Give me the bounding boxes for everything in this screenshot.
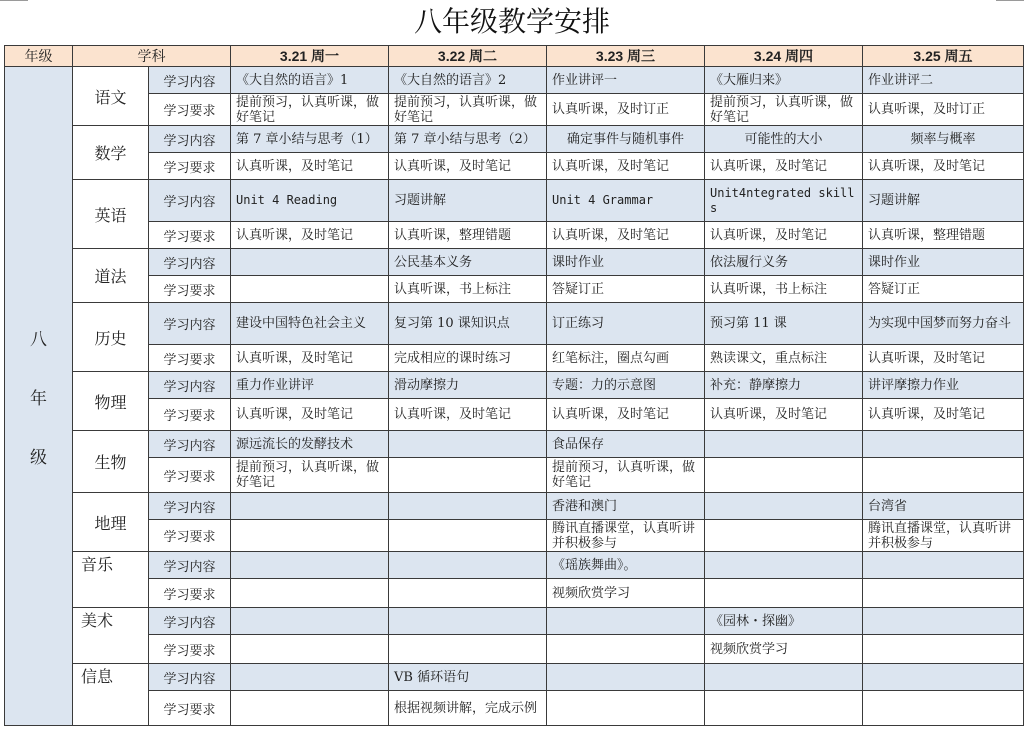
- cell-lishi-requirement-day1: 认真听课，及时笔记: [231, 345, 389, 372]
- cell-wuli-content-day5: 讲评摩擦力作业: [863, 372, 1024, 399]
- row-yinyue-requirement: [5, 579, 1024, 608]
- cell-xinxi-requirement-day1: [231, 691, 389, 726]
- row-shuxue-content: [5, 126, 1024, 153]
- cell-dili-content-day4: [705, 493, 863, 520]
- row-label-requirement: 学习要求: [149, 635, 231, 664]
- cell-yinyue-content-day3: 《瑶族舞曲》。: [547, 552, 705, 579]
- row-label-requirement: 学习要求: [149, 579, 231, 608]
- row-label-requirement: 学习要求: [149, 691, 231, 726]
- cell-lishi-content-day3: 订正练习: [547, 303, 705, 345]
- grade-cell: [5, 67, 73, 726]
- cell-yuwen-content-day1: 《大自然的语言》1: [231, 67, 389, 94]
- cell-meishu-content-day4: 《园林・探幽》: [705, 608, 863, 635]
- cell-xinxi-requirement-day5: [863, 691, 1024, 726]
- row-yinyue-content: [5, 552, 1024, 579]
- page-title: 八年级教学安排: [413, 5, 610, 38]
- subject-name-yinyue: 音乐: [73, 552, 149, 608]
- cell-yinyue-requirement-day3: 视频欣赏学习: [547, 579, 705, 608]
- cell-xinxi-requirement-day2: 根据视频讲解，完成示例: [389, 691, 547, 726]
- cell-shengwu-content-day3: 食品保存: [547, 431, 705, 458]
- subject-name-yuwen: 语文: [73, 67, 149, 126]
- cell-lishi-content-day4: 预习第 11 课: [705, 303, 863, 345]
- cell-dili-content-day5: 台湾省: [863, 493, 1024, 520]
- cell-wuli-content-day2: 滑动摩擦力: [389, 372, 547, 399]
- cell-yingyu-content-day4: Unit4ntegrated skills: [705, 180, 863, 222]
- row-meishu-content: [5, 608, 1024, 635]
- cell-yinyue-content-day4: [705, 552, 863, 579]
- row-shengwu-requirement: [5, 458, 1024, 493]
- subject-name-meishu: 美术: [73, 608, 149, 664]
- header-day-tue: 3.22 周二: [389, 46, 547, 67]
- subject-name-wuli: 物理: [73, 372, 149, 431]
- cell-shengwu-content-day1: 源远流长的发酵技术: [231, 431, 389, 458]
- cell-yinyue-requirement-day5: [863, 579, 1024, 608]
- cell-meishu-content-day3: [547, 608, 705, 635]
- cell-yinyue-requirement-day1: [231, 579, 389, 608]
- cell-yingyu-requirement-day5: 认真听课，整理错题: [863, 222, 1024, 249]
- cell-yinyue-content-day2: [389, 552, 547, 579]
- cell-wuli-requirement-day1: 认真听课，及时笔记: [231, 399, 389, 431]
- cell-daofa-content-day2: 公民基本义务: [389, 249, 547, 276]
- row-shuxue-requirement: [5, 153, 1024, 180]
- cell-shuxue-content-day5: 频率与概率: [863, 126, 1024, 153]
- cell-yinyue-content-day1: [231, 552, 389, 579]
- row-lishi-requirement: [5, 345, 1024, 372]
- cell-shengwu-content-day5: [863, 431, 1024, 458]
- row-daofa-requirement: [5, 276, 1024, 303]
- cell-meishu-content-day5: [863, 608, 1024, 635]
- cell-wuli-requirement-day4: 认真听课，及时笔记: [705, 399, 863, 431]
- cell-dili-requirement-day4: [705, 520, 863, 552]
- cell-yuwen-content-day5: 作业讲评二: [863, 67, 1024, 94]
- row-yingyu-content: [5, 180, 1024, 222]
- cell-wuli-content-day3: 专题：力的示意图: [547, 372, 705, 399]
- subject-name-shuxue: 数学: [73, 126, 149, 180]
- cell-lishi-requirement-day3: 红笔标注，圈点勾画: [547, 345, 705, 372]
- cell-yingyu-requirement-day4: 认真听课，及时笔记: [705, 222, 863, 249]
- grade-char: 级: [30, 447, 47, 468]
- cell-xinxi-content-day1: [231, 664, 389, 691]
- row-label-content: 学习内容: [149, 67, 231, 94]
- row-wuli-content: [5, 372, 1024, 399]
- cell-shuxue-requirement-day5: 认真听课，及时笔记: [863, 153, 1024, 180]
- cell-meishu-requirement-day5: [863, 635, 1024, 664]
- grade-char: 八: [30, 329, 47, 350]
- row-label-content: 学习内容: [149, 552, 231, 579]
- row-label-requirement: 学习要求: [149, 345, 231, 372]
- cell-wuli-requirement-day3: 认真听课，及时笔记: [547, 399, 705, 431]
- cell-wuli-requirement-day2: 认真听课，及时笔记: [389, 399, 547, 431]
- cell-lishi-content-day1: 建设中国特色社会主义: [231, 303, 389, 345]
- cell-dili-content-day2: [389, 493, 547, 520]
- cell-lishi-requirement-day2: 完成相应的课时练习: [389, 345, 547, 372]
- cell-dili-content-day1: [231, 493, 389, 520]
- cell-shuxue-requirement-day1: 认真听课，及时笔记: [231, 153, 389, 180]
- row-label-content: 学习内容: [149, 249, 231, 276]
- subject-name-xinxi: 信息: [73, 664, 149, 726]
- cell-yuwen-requirement-day1: 提前预习，认真听课，做好笔记: [231, 94, 389, 126]
- cell-xinxi-content-day4: [705, 664, 863, 691]
- cell-meishu-requirement-day3: [547, 635, 705, 664]
- cell-lishi-content-day5: 为实现中国梦而努力奋斗: [863, 303, 1024, 345]
- subject-name-lishi: 历史: [73, 303, 149, 372]
- cell-wuli-content-day4: 补充：静摩擦力: [705, 372, 863, 399]
- cell-yuwen-requirement-day4: 提前预习，认真听课，做好笔记: [705, 94, 863, 126]
- header-day-thu: 3.24 周四: [705, 46, 863, 67]
- cell-yingyu-content-day5: 习题讲解: [863, 180, 1024, 222]
- cell-yuwen-content-day4: 《大雁归来》: [705, 67, 863, 94]
- cell-daofa-requirement-day3: 答疑订正: [547, 276, 705, 303]
- grade-char: 年: [30, 388, 47, 409]
- cell-yuwen-requirement-day2: 提前预习，认真听课，做好笔记: [389, 94, 547, 126]
- row-yuwen-requirement: [5, 94, 1024, 126]
- row-meishu-requirement: [5, 635, 1024, 664]
- cell-shengwu-requirement-day1: 提前预习，认真听课，做好笔记: [231, 458, 389, 493]
- cell-lishi-requirement-day4: 熟读课文，重点标注: [705, 345, 863, 372]
- row-label-requirement: 学习要求: [149, 520, 231, 552]
- cell-daofa-content-day3: 课时作业: [547, 249, 705, 276]
- cell-meishu-content-day1: [231, 608, 389, 635]
- row-xinxi-content: [5, 664, 1024, 691]
- cell-wuli-content-day1: 重力作业讲评: [231, 372, 389, 399]
- row-daofa-content: [5, 249, 1024, 276]
- row-dili-requirement: [5, 520, 1024, 552]
- cell-yingyu-content-day1: Unit 4 Reading: [231, 180, 389, 222]
- row-label-content: 学习内容: [149, 431, 231, 458]
- schedule-table: [4, 45, 1024, 726]
- header-day-wed: 3.23 周三: [547, 46, 705, 67]
- row-label-requirement: 学习要求: [149, 153, 231, 180]
- cell-dili-requirement-day3: 腾讯直播课堂，认真听讲并积极参与: [547, 520, 705, 552]
- corner-mark-left: [0, 0, 28, 1]
- cell-shuxue-requirement-day4: 认真听课，及时笔记: [705, 153, 863, 180]
- cell-yinyue-content-day5: [863, 552, 1024, 579]
- cell-daofa-content-day5: 课时作业: [863, 249, 1024, 276]
- subject-name-dili: 地理: [73, 493, 149, 552]
- row-label-content: 学习内容: [149, 303, 231, 345]
- cell-daofa-requirement-day4: 认真听课，书上标注: [705, 276, 863, 303]
- cell-yingyu-requirement-day3: 认真听课，及时笔记: [547, 222, 705, 249]
- cell-meishu-content-day2: [389, 608, 547, 635]
- row-shengwu-content: [5, 431, 1024, 458]
- cell-daofa-requirement-day1: [231, 276, 389, 303]
- cell-yingyu-requirement-day2: 认真听课，整理错题: [389, 222, 547, 249]
- cell-yuwen-requirement-day5: 认真听课，及时订正: [863, 94, 1024, 126]
- cell-lishi-content-day2: 复习第 10 课知识点: [389, 303, 547, 345]
- cell-wuli-requirement-day5: 认真听课，及时笔记: [863, 399, 1024, 431]
- cell-yingyu-content-day3: Unit 4 Grammar: [547, 180, 705, 222]
- cell-daofa-content-day4: 依法履行义务: [705, 249, 863, 276]
- row-label-content: 学习内容: [149, 126, 231, 153]
- cell-shuxue-content-day3: 确定事件与随机事件: [547, 126, 705, 153]
- cell-shengwu-requirement-day2: [389, 458, 547, 493]
- row-label-requirement: 学习要求: [149, 399, 231, 431]
- row-label-content: 学习内容: [149, 180, 231, 222]
- cell-xinxi-content-day2: VB 循环语句: [389, 664, 547, 691]
- cell-dili-requirement-day1: [231, 520, 389, 552]
- cell-lishi-requirement-day5: 认真听课，及时笔记: [863, 345, 1024, 372]
- cell-shengwu-requirement-day3: 提前预习，认真听课，做好笔记: [547, 458, 705, 493]
- schedule-body: [5, 67, 1024, 726]
- cell-shengwu-content-day4: [705, 431, 863, 458]
- cell-yuwen-requirement-day3: 认真听课，及时订正: [547, 94, 705, 126]
- row-label-content: 学习内容: [149, 372, 231, 399]
- cell-shengwu-content-day2: [389, 431, 547, 458]
- cell-daofa-content-day1: [231, 249, 389, 276]
- row-xinxi-requirement: [5, 691, 1024, 726]
- cell-yingyu-requirement-day1: 认真听课，及时笔记: [231, 222, 389, 249]
- cell-dili-content-day3: 香港和澳门: [547, 493, 705, 520]
- subject-name-yingyu: 英语: [73, 180, 149, 249]
- header-row: [5, 46, 1024, 67]
- subject-name-daofa: 道法: [73, 249, 149, 303]
- row-label-requirement: 学习要求: [149, 276, 231, 303]
- cell-yinyue-requirement-day2: [389, 579, 547, 608]
- cell-yingyu-content-day2: 习题讲解: [389, 180, 547, 222]
- row-yingyu-requirement: [5, 222, 1024, 249]
- row-dili-content: [5, 493, 1024, 520]
- cell-shuxue-content-day2: 第 7 章小结与思考（2）: [389, 126, 547, 153]
- row-wuli-requirement: [5, 399, 1024, 431]
- cell-daofa-requirement-day2: 认真听课，书上标注: [389, 276, 547, 303]
- header-grade: 年级: [5, 46, 73, 67]
- header-day-fri: 3.25 周五: [863, 46, 1024, 67]
- row-label-requirement: 学习要求: [149, 222, 231, 249]
- row-label-content: 学习内容: [149, 608, 231, 635]
- corner-mark-right: [996, 0, 1024, 1]
- row-label-content: 学习内容: [149, 664, 231, 691]
- header-day-mon: 3.21 周一: [231, 46, 389, 67]
- subject-name-shengwu: 生物: [73, 431, 149, 493]
- cell-meishu-requirement-day2: [389, 635, 547, 664]
- cell-dili-requirement-day5: 腾讯直播课堂，认真听讲并积极参与: [863, 520, 1024, 552]
- cell-dili-requirement-day2: [389, 520, 547, 552]
- row-label-content: 学习内容: [149, 493, 231, 520]
- cell-xinxi-content-day5: [863, 664, 1024, 691]
- cell-shuxue-content-day1: 第 7 章小结与思考（1）: [231, 126, 389, 153]
- cell-shuxue-requirement-day3: 认真听课，及时笔记: [547, 153, 705, 180]
- row-label-requirement: 学习要求: [149, 458, 231, 493]
- cell-meishu-requirement-day1: [231, 635, 389, 664]
- cell-xinxi-content-day3: [547, 664, 705, 691]
- cell-yuwen-content-day2: 《大自然的语言》2: [389, 67, 547, 94]
- cell-yinyue-requirement-day4: [705, 579, 863, 608]
- header-subject: 学科: [73, 46, 231, 67]
- cell-xinxi-requirement-day3: [547, 691, 705, 726]
- cell-meishu-requirement-day4: 视频欣赏学习: [705, 635, 863, 664]
- cell-shengwu-requirement-day4: [705, 458, 863, 493]
- row-label-requirement: 学习要求: [149, 94, 231, 126]
- cell-xinxi-requirement-day4: [705, 691, 863, 726]
- row-lishi-content: [5, 303, 1024, 345]
- row-yuwen-content: [5, 67, 1024, 94]
- cell-shuxue-requirement-day2: 认真听课，及时笔记: [389, 153, 547, 180]
- cell-shengwu-requirement-day5: [863, 458, 1024, 493]
- cell-shuxue-content-day4: 可能性的大小: [705, 126, 863, 153]
- cell-daofa-requirement-day5: 答疑订正: [863, 276, 1024, 303]
- cell-yuwen-content-day3: 作业讲评一: [547, 67, 705, 94]
